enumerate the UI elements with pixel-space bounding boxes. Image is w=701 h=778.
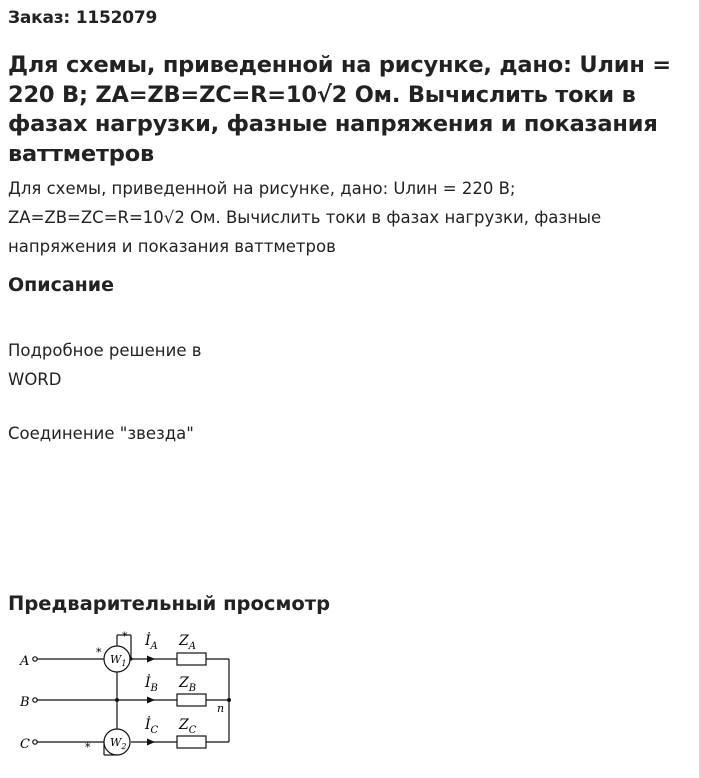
impedance-zb-label: $Z_B$ — [179, 675, 197, 694]
description-heading: Описание — [8, 274, 115, 296]
circuit-diagram — [14, 625, 254, 765]
terminal-b-node — [33, 698, 37, 702]
junction-dot — [115, 698, 119, 702]
preview-heading: Предварительный просмотр — [8, 592, 331, 615]
impedance-zc-label: $Z_C$ — [179, 717, 197, 736]
arrow-ia — [147, 656, 155, 663]
current-ic-label: $İ_C$ — [145, 717, 159, 736]
resistor-za — [177, 653, 206, 665]
impedance-za-label: $Z_A$ — [179, 633, 196, 652]
junction-dot — [227, 698, 231, 702]
w2-polarity-mark-current: * — [85, 741, 91, 754]
solution-format-line2: WORD — [8, 369, 62, 389]
terminal-a-label: A — [20, 654, 30, 669]
junction-dot — [129, 657, 132, 660]
connection-type: Соединение "звезда" — [8, 424, 194, 443]
neutral-label: n — [217, 702, 225, 715]
wattmeter-w2-label: $W_2$ — [110, 736, 127, 751]
arrow-ib — [147, 697, 155, 704]
page-title: Для схемы, приведенной на рисунке, дано: Uлин = 220 В; ZA=ZB=ZC=R=10√2 Ом. Вычислить токи в фазах нагрузки, фазные напряжения и показания ваттметров — [8, 52, 671, 167]
wattmeter-w1-label: $W_1$ — [110, 653, 127, 668]
solution-format — [8, 337, 308, 394]
terminal-b-label: B — [20, 695, 30, 710]
task-description: Для схемы, приведенной на рисунке, дано: Uлин = 220 В; ZA=ZB=ZC=R=10√2 Ом. Вычислить токи в фазах нагрузки, фазные напряжения и показания ваттметров — [8, 179, 602, 256]
arrow-ic — [147, 739, 155, 746]
terminal-a-node — [33, 657, 37, 661]
resistor-zb — [177, 694, 206, 706]
order-number: Заказ: 1152079 — [8, 8, 158, 28]
terminal-c-node — [33, 740, 37, 744]
current-ib-label: $İ_B$ — [145, 675, 158, 694]
solution-format-line1: Подробное решение в — [8, 341, 202, 360]
terminal-c-label: C — [20, 737, 30, 752]
w1-polarity-mark-voltage: * — [122, 630, 128, 643]
resistor-zc — [177, 736, 206, 748]
w1-polarity-mark-current: * — [96, 646, 102, 659]
current-ia-label: $İ_A$ — [145, 633, 158, 652]
